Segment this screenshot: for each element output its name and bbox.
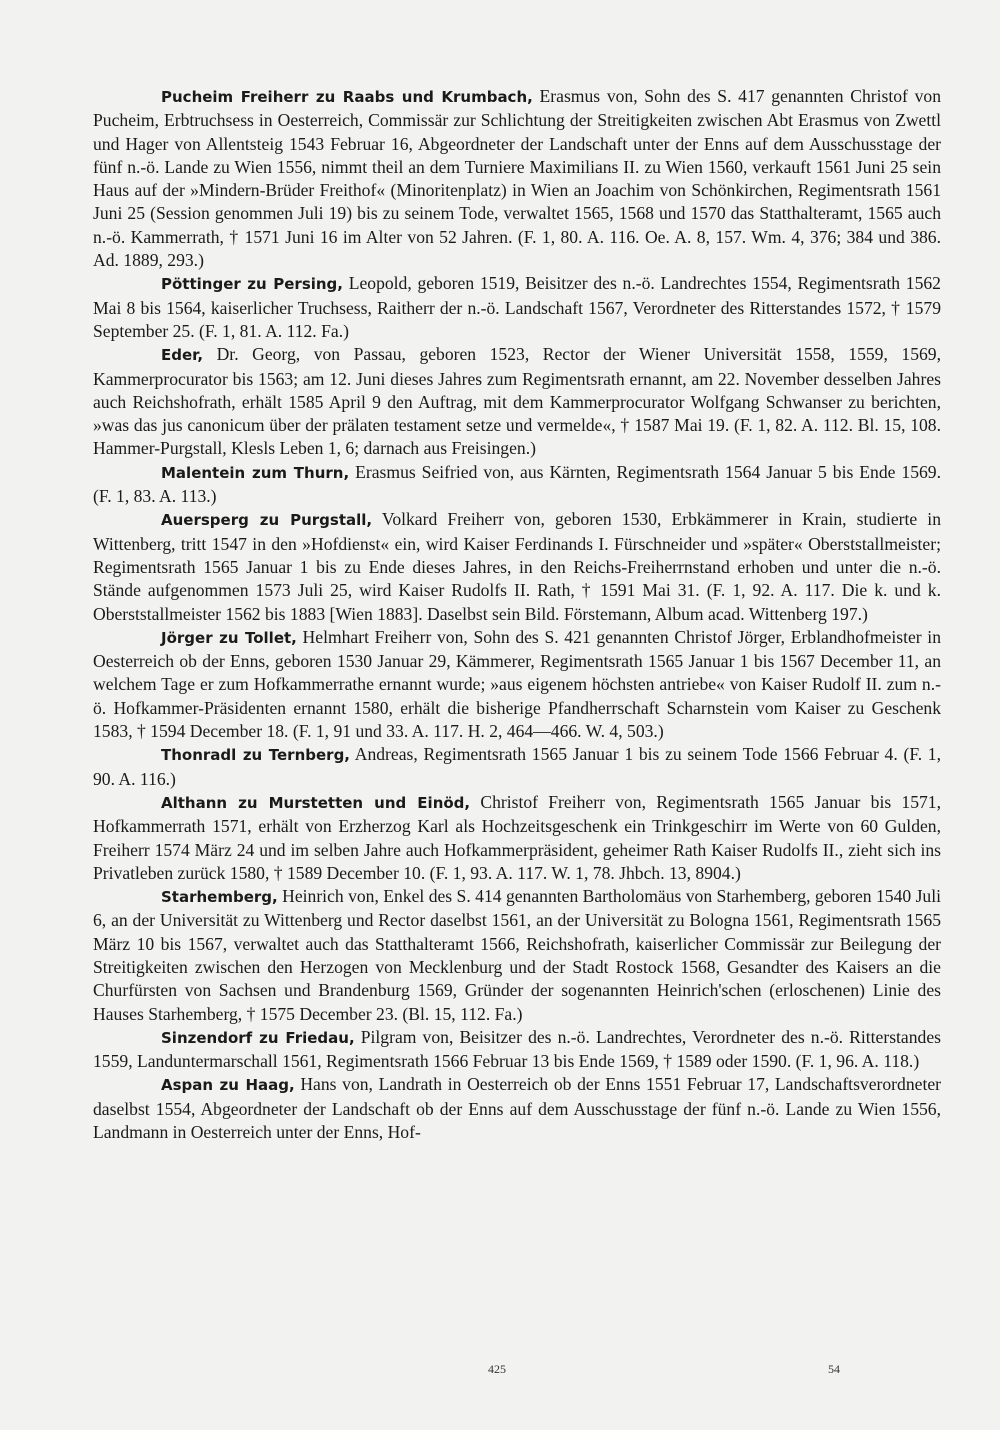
entry-name: Althann zu Murstetten und Einöd, xyxy=(161,793,471,812)
entry-text: Christof Freiherr von, Regimentsrath 1565 Januar bis 1571, Hofkammerrath 1571, erhält von Erzherzog Karl als Hochzeitsgeschenk ein Trinkgeschirr im Werte von 60 Gulden, Freiherr 1574 März 24 und im selben Jahre auch Hofkammerpräsident, geheimer Rath Kaiser Rudolfs II., zieht sich ins Privatleben zurück 1580, † 1589 December 10. (F. 1, 93. A. 117. W. 1, 78. Jhbch. 13, 8904.) xyxy=(93,791,942,883)
entry-name: Jörger zu Tollet, xyxy=(161,628,297,647)
entry-text: Erasmus von, Sohn des S. 417 genannten Christof von Pucheim, Erbtruchsess in Oesterreich, Commissär zur Schlichtung der Streitigkeiten zwischen Abt Erasmus von Zwettl und Hager von Allentsteig 1543 Februar 16, Abgeordneter der Landschaft unter der Enns auf dem Ausschusstage der fünf n.-ö. Lande zu Wien 1556, nimmt theil an dem Turniere Maximilians II. zu Wien 1560, verkauft 1561 Juni 25 sein Haus auf der »Mindern-Brüder Freithof« (Minoritenplatz) in Wien an Joachim von Schönkirchen, Regimentsrath 1561 Juni 25 (Session genommen Juli 19) bis zu seinem Tode, verwaltet 1565, 1568 und 1570 das Statthalteramt, 1565 auch n.-ö. Kammerrath, † 1571 Juni 16 im Alter von 52 Jahren. (F. 1, 80. A. 116. Oe. A. 8, 157. Wm. 4, 376; 384 und 386. Ad. 1889, 293.) xyxy=(93,86,942,271)
entry-text: Pilgram von, Beisitzer des n.-ö. Landrechtes, Verordneter des n.-ö. Ritterstandes 1559, Landuntermarschall 1561, Regimentsrath 1566 Februar 13 bis Ende 1569, † 1589 oder 1590. (F. 1, 96. A. 118.) xyxy=(93,1026,941,1072)
body-text xyxy=(93,85,941,1144)
entry xyxy=(93,743,941,791)
entry xyxy=(93,791,941,885)
entry-text: Helmhart Freiherr von, Sohn des S. 421 genannten Christof Jörger, Erblandhofmeister in Oesterreich ob der Enns, geboren 1530 Januar 29, Kämmerer, Regimentsrath 1565 Januar 1 bis 1567 December 11, an welchem Tage er zum Hofkammerrathe ernannt wurde; »aus eigenem höchsten antriebe« von Kaiser Rudolf II. zum n.-ö. Hofkammer-Präsidenten ernannt 1580, erhält die bisherige Pfandherrschaft Scharnstein vom Kaiser zu Geschenk 1583, † 1594 December 18. (F. 1, 91 und 33. A. 117. H. 2, 464—466. W. 4, 503.) xyxy=(93,626,941,742)
entry-text: Volkard Freiherr von, geboren 1530, Erbkämmerer in Krain, studierte in Wittenberg, tritt 1547 in den »Hofdienst« ein, wird Kaiser Ferdinands I. Fürschneider und »später« Oberststallmeister; Regimentsrath 1565 Januar 1 bis zu Ende dieses Jahres, in den Reichs-Freiherrnstand erhoben und unter die n.-ö. Stände aufgenommen 1573 Juli 25, wird Kaiser Rudolfs II. Rath, † 1591 Mai 31. (F. 1, 92. A. 117. Die k. und k. Oberststallmeister 1562 bis 1883 [Wien 1883]. Daselbst sein Bild. Förstemann, Album acad. Wittenberg 197.) xyxy=(93,509,941,624)
entry-name: Malentein zum Thurn, xyxy=(161,463,350,482)
page-number: 425 xyxy=(488,1362,506,1376)
entry-text: Dr. Georg, von Passau, geboren 1523, Rector der Wiener Universität 1558, 1559, 1569, Kammerprocurator bis 1563; am 12. Juni dieses Jahres zum Regimentsrath ernannt, am 22. November desselben Jahres auch Reichshofrath, erhält 1585 April 9 den Auftrag, mit dem Kammerprocurator Wolfgang Schwanser zu berichten, »was das jus canonicum über der prälaten testament setze und vermelde«, † 1587 Mai 19. (F. 1, 82. A. 112. Bl. 15, 108. Hammer-Purgstall, Klesls Leben 1, 6; darnach aus Freisingen.) xyxy=(93,344,941,459)
entry-text: Hans von, Landrath in Oesterreich ob der Enns 1551 Februar 17, Landschaftsverordneter daselbst 1554, Abgeordneter der Landschaft ob der Enns auf dem Ausschusstage der fünf n.-ö. Lande zu Wien 1556, Landmann in Oesterreich unter der Enns, Hof- xyxy=(93,1074,941,1143)
entry xyxy=(93,85,941,272)
entry-name: Pöttinger zu Persing, xyxy=(161,275,343,294)
entry-name: Auersperg zu Purgstall, xyxy=(161,511,373,530)
entry xyxy=(93,626,941,743)
entry xyxy=(93,508,941,625)
entry xyxy=(93,1026,941,1074)
entry-text: Andreas, Regimentsrath 1565 Januar 1 bis zu seinem Tode 1566 Februar 4. (F. 1, 90. A. 116.) xyxy=(93,744,942,789)
entry xyxy=(93,1073,941,1144)
entry xyxy=(93,343,941,460)
entry-name: Thonradl zu Ternberg, xyxy=(161,746,351,765)
entry xyxy=(93,461,941,509)
entry-name: Sinzendorf zu Friedau, xyxy=(161,1028,355,1047)
entry-text: Erasmus Seifried von, aus Kärnten, Regimentsrath 1564 Januar 5 bis Ende 1569. (F. 1, 83. A. 113.) xyxy=(93,461,941,507)
entry-name: Pucheim Freiherr zu Raabs und Krumbach, xyxy=(161,88,533,106)
entry-text: Heinrich von, Enkel des S. 414 genannten Bartholomäus von Starhemberg, geboren 1540 Juli 6, an der Universität zu Wittenberg und Rector daselbst 1561, an der Universität zu Bologna 1561, Regimentsrath 1565 März 10 bis 1567, verwaltet auch das Statthalteramt 1566, Reichshofrath, kaiserlicher Commissär zur Beilegung der Streitigkeiten zwischen den Herzogen von Mecklenburg und der Stadt Rostock 1568, Gesandter des Kaisers an die Churfürsten von Sachsen und Brandenburg 1569, Gründer der sogenannten Heinrich'schen (erloschenen) Linie des Hauses Starhemberg, † 1575 December 23. (Bl. 15, 112. Fa.) xyxy=(93,886,941,1024)
entry-name: Aspan zu Haag, xyxy=(161,1076,295,1095)
entry xyxy=(93,885,941,1026)
entry-name: Starhemberg, xyxy=(161,888,278,907)
signature-mark: 54 xyxy=(828,1362,840,1376)
entry xyxy=(93,272,941,343)
entry-text: Leopold, geboren 1519, Beisitzer des n.-ö. Landrechtes 1554, Regimentsrath 1562 Mai 8 bis 1564, kaiserlicher Truchsess, Raitherr der n.-ö. Landschaft 1567, Verordneter des Ritterstandes 1572, † 1579 September 25. (F. 1, 81. A. 112. Fa.) xyxy=(93,273,941,341)
entry-name: Eder, xyxy=(161,346,204,365)
